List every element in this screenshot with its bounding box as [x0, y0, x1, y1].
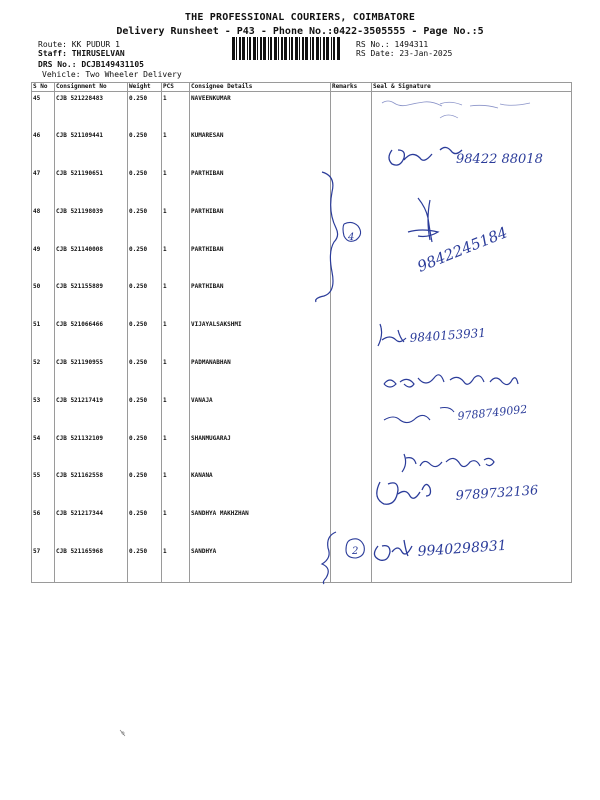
- cell-sno: 52: [32, 356, 55, 394]
- col-sno: S No: [32, 83, 55, 92]
- rs-date: RS Date: 23-Jan-2025: [356, 49, 453, 58]
- cell-consignment: CJB 521217344: [55, 507, 128, 545]
- cell-weight: 0.250: [128, 318, 162, 356]
- col-consignment: Consignment No: [55, 83, 128, 92]
- signature-scribble: [378, 324, 406, 346]
- signature-scribble: [389, 147, 462, 165]
- cell-pcs: 1: [162, 280, 190, 318]
- cell-consignment: CJB 521165968: [55, 545, 128, 583]
- cell-consignment: CJB 521066466: [55, 318, 128, 356]
- signature-scribble: [408, 198, 438, 242]
- cell-weight: 0.250: [128, 129, 162, 167]
- cell-consignee: KANANA: [190, 469, 331, 507]
- cell-consignee: PARTHIBAN: [190, 167, 331, 205]
- cell-weight: 0.250: [128, 205, 162, 243]
- cell-consignment: CJB 521109441: [55, 129, 128, 167]
- route-label: Route: KK PUDUR 1: [38, 40, 120, 49]
- handwritten-phone: 9789732136: [455, 483, 539, 504]
- cell-consignee: PARTHIBAN: [190, 205, 331, 243]
- cell-sno: 45: [32, 92, 55, 130]
- cell-pcs: 1: [162, 469, 190, 507]
- cell-consignee: SANDHYA: [190, 545, 331, 583]
- cell-weight: 0.250: [128, 280, 162, 318]
- cell-pcs: 1: [162, 394, 190, 432]
- cell-consignee: SHANMUGARAJ: [190, 432, 331, 470]
- cell-pcs: 1: [162, 92, 190, 130]
- cell-weight: 0.250: [128, 394, 162, 432]
- staff-label: Staff: THIRUSELVAN: [38, 49, 125, 58]
- cell-weight: 0.250: [128, 545, 162, 583]
- cell-sno: 57: [32, 545, 55, 583]
- handwritten-phone: 98422 88018: [456, 152, 543, 167]
- cell-sno: 53: [32, 394, 55, 432]
- cell-consignee: NAVEENKUMAR: [190, 92, 331, 130]
- cell-consignee: PADMANABHAN: [190, 356, 331, 394]
- cell-weight: 0.250: [128, 432, 162, 470]
- runsheet-subtitle: Delivery Runsheet - P43 - Phone No.:0422-3505555 - Page No.:5: [116, 26, 484, 37]
- bracket-count: 4: [348, 232, 355, 243]
- signature-scribble: [382, 101, 530, 108]
- cell-consignment: CJB 521132109: [55, 432, 128, 470]
- cell-sno: 47: [32, 167, 55, 205]
- cell-consignment: CJB 521198039: [55, 205, 128, 243]
- cell-pcs: 1: [162, 545, 190, 583]
- cell-consignment: CJB 521190651: [55, 167, 128, 205]
- vehicle-label: Vehicle: Two Wheeler Delivery: [42, 70, 182, 79]
- cell-weight: 0.250: [128, 92, 162, 130]
- cell-consignment: CJB 521162558: [55, 469, 128, 507]
- bracket-count: 2: [352, 546, 359, 557]
- cell-consignment: CJB 521217419: [55, 394, 128, 432]
- cell-consignment: CJB 521140008: [55, 243, 128, 281]
- bracket-mark: [322, 532, 336, 584]
- signature-scribble: [402, 454, 494, 472]
- signature-scribble: [377, 482, 431, 504]
- cell-consignee: VIJAYALSAKSHMI: [190, 318, 331, 356]
- signature-scribble: [440, 115, 458, 118]
- cell-consignee: SANDHYA MAKHZHAN: [190, 507, 331, 545]
- rs-number: RS No.: 1494311: [356, 40, 429, 49]
- cell-weight: 0.250: [128, 243, 162, 281]
- document-title: THE PROFESSIONAL COURIERS, COIMBATORE: [184, 12, 416, 23]
- cell-pcs: 1: [162, 243, 190, 281]
- col-weight: Weight: [128, 83, 162, 92]
- col-remarks: Remarks: [331, 83, 372, 92]
- stray-mark: [120, 730, 125, 736]
- cell-weight: 0.250: [128, 507, 162, 545]
- col-seal: Seal & Signature: [372, 83, 572, 92]
- handwritten-phone: 9788749092: [456, 402, 528, 423]
- cell-consignment: CJB 521228483: [55, 92, 128, 130]
- col-pcs: PCS: [162, 83, 190, 92]
- cell-sno: 48: [32, 205, 55, 243]
- cell-pcs: 1: [162, 507, 190, 545]
- col-consignee: Consignee Details: [190, 83, 331, 92]
- cell-sno: 46: [32, 129, 55, 167]
- cell-consignee: PARTHIBAN: [190, 243, 331, 281]
- cell-consignee: VANAJA: [190, 394, 331, 432]
- cell-consignee: PARTHIBAN: [190, 280, 331, 318]
- cell-sno: 54: [32, 432, 55, 470]
- signature-scribble: [384, 408, 454, 423]
- cell-pcs: 1: [162, 356, 190, 394]
- cell-weight: 0.250: [128, 469, 162, 507]
- cell-sno: 51: [32, 318, 55, 356]
- cell-pcs: 1: [162, 318, 190, 356]
- signature-scribble: [384, 375, 518, 387]
- cell-sno: 50: [32, 280, 55, 318]
- cell-sno: 49: [32, 243, 55, 281]
- cell-sno: 55: [32, 469, 55, 507]
- cell-weight: 0.250: [128, 167, 162, 205]
- cell-consignment: CJB 521190955: [55, 356, 128, 394]
- cell-pcs: 1: [162, 432, 190, 470]
- drs-number: DRS No.: DCJB149431105: [38, 60, 144, 69]
- cell-weight: 0.250: [128, 356, 162, 394]
- cell-consignee: KUMARESAN: [190, 129, 331, 167]
- handwritten-phone: 9940298931: [417, 537, 508, 560]
- handwritten-phone: 9840153931: [409, 325, 487, 345]
- cell-sno: 56: [32, 507, 55, 545]
- cell-pcs: 1: [162, 129, 190, 167]
- bracket-mark: [316, 172, 338, 302]
- cell-pcs: 1: [162, 167, 190, 205]
- signature-scribble: [374, 540, 412, 560]
- cell-pcs: 1: [162, 205, 190, 243]
- cell-consignment: CJB 521155889: [55, 280, 128, 318]
- handwritten-phone: 9842245184: [414, 223, 510, 276]
